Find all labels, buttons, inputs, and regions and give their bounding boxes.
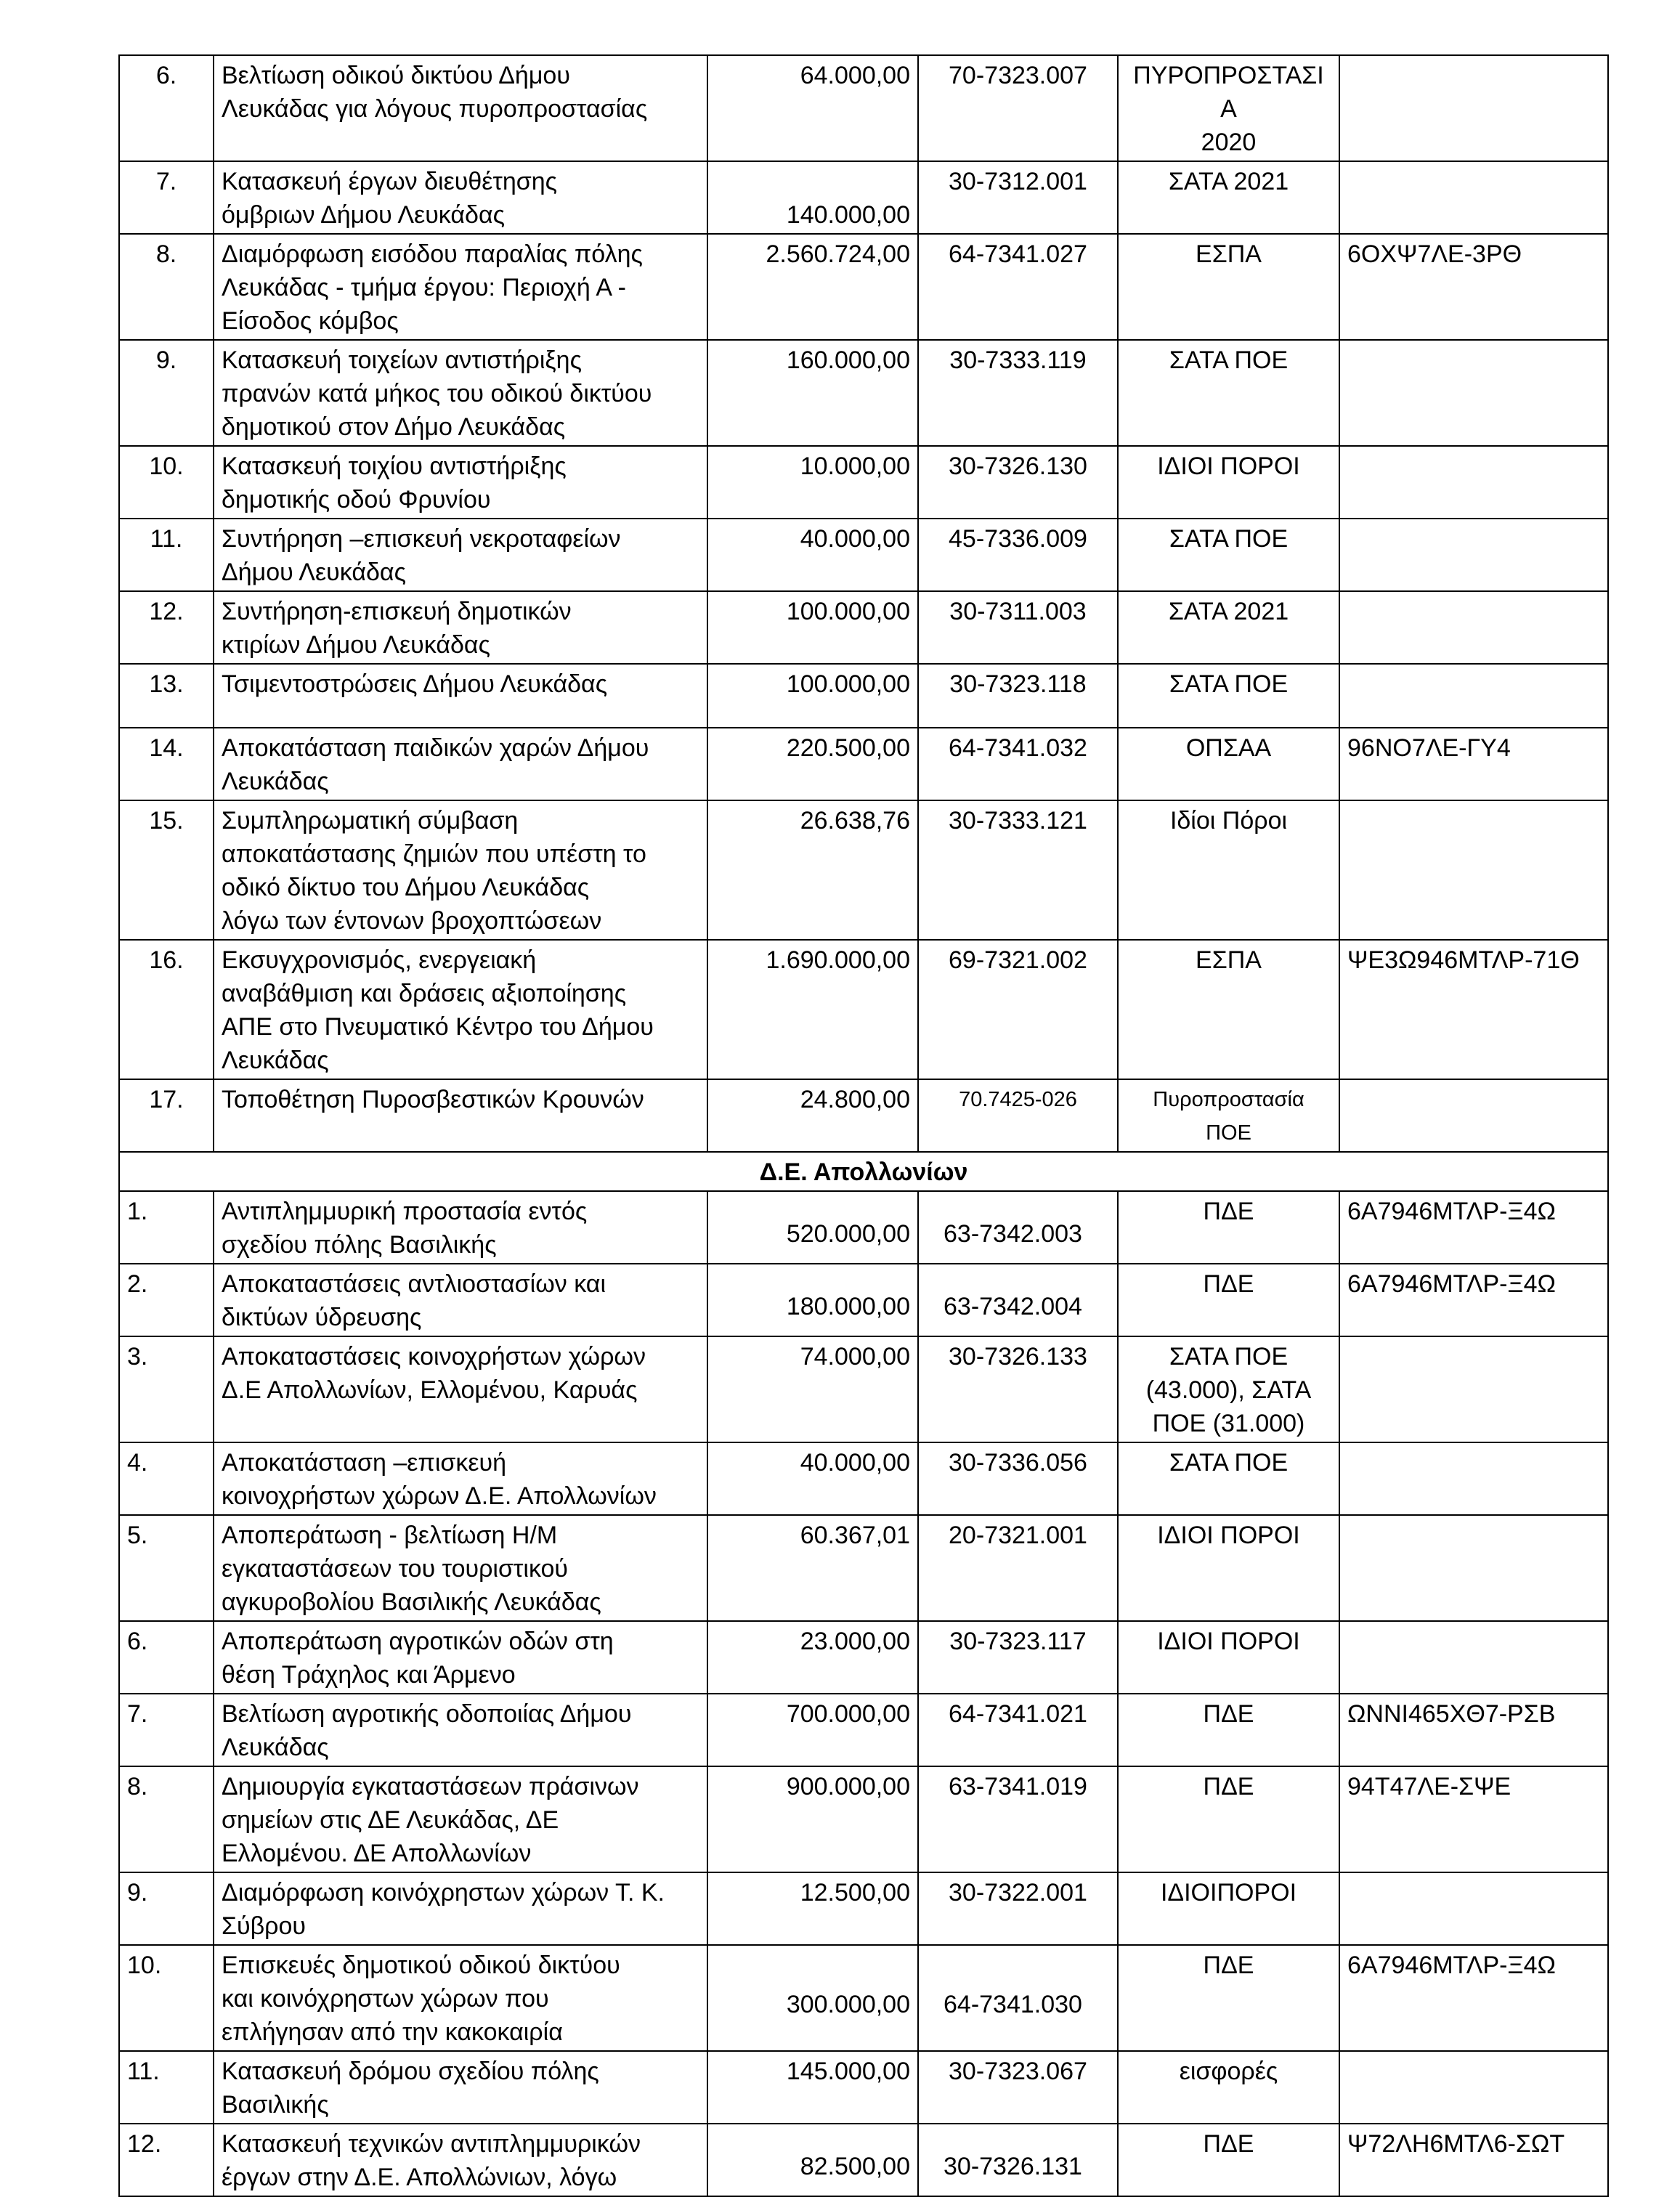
project-title <box>214 1264 707 1336</box>
funding-source-line: ΠΔΕ <box>1203 1952 1254 1979</box>
ada-code <box>1339 1515 1608 1621</box>
budget-code: 63-7342.003 <box>918 1191 1118 1264</box>
funding-source <box>1118 591 1339 664</box>
amount-cell <box>707 446 918 519</box>
amount-cell <box>707 1336 918 1442</box>
ada-code <box>1339 1336 1608 1442</box>
table-row <box>119 1191 1608 1264</box>
funding-source-line: Πυροπροστασία <box>1153 1088 1304 1111</box>
project-title-line: Αποκαταστάσεις αντλιοστασίων και <box>222 1270 606 1298</box>
amount-cell <box>707 1515 918 1621</box>
ada-code: 6ΟΧΨ7ΛΕ-3ΡΘ <box>1339 234 1608 340</box>
project-title-line: Διαμόρφωση εισόδου παραλίας πόλης <box>222 240 643 268</box>
project-title-line: Αποκατάσταση –επισκευή <box>222 1449 507 1477</box>
project-title-line: Είσοδος κόμβος <box>222 307 399 335</box>
funding-source-line: ΙΔΙΟΙΠΟΡΟΙ <box>1160 1879 1297 1906</box>
ada-code <box>1339 161 1608 234</box>
ada-code <box>1339 55 1608 161</box>
row-number: 12. <box>119 2124 214 2196</box>
funding-source <box>1118 664 1339 728</box>
ada-code <box>1339 519 1608 591</box>
project-title-line: Δ.Ε Απολλωνίων, Ελλομένου, Καρυάς <box>222 1376 638 1404</box>
funding-source-line: ΣΑΤΑ ΠΟΕ <box>1169 346 1289 374</box>
funding-source <box>1118 1336 1339 1442</box>
budget-code: 63-7342.004 <box>918 1264 1118 1336</box>
row-number: 3. <box>119 1336 214 1442</box>
table-row <box>119 2124 1608 2196</box>
ada-code <box>1339 446 1608 519</box>
funding-source <box>1118 1191 1339 1264</box>
funding-source <box>1118 800 1339 940</box>
budget-code: 30-7326.133 <box>918 1336 1118 1442</box>
project-title-line: Κατασκευή τεχνικών αντιπλημμυρικών <box>222 2130 641 2158</box>
row-number: 9. <box>119 1872 214 1945</box>
row-number: 12. <box>119 591 214 664</box>
funding-source-line: ΣΑΤΑ ΠΟΕ <box>1169 670 1289 698</box>
funding-source-line: ΙΔΙΟΙ ΠΟΡΟΙ <box>1157 1628 1300 1655</box>
row-number: 5. <box>119 1515 214 1621</box>
funding-source <box>1118 1264 1339 1336</box>
project-title <box>214 340 707 446</box>
budget-code: 30-7323.067 <box>918 2051 1118 2124</box>
table-row <box>119 340 1608 446</box>
amount-value: 64.000,00 <box>800 62 910 89</box>
project-title-line: εγκαταστάσεων του τουριστικού <box>222 1555 569 1583</box>
funding-source <box>1118 1442 1339 1515</box>
row-number: 8. <box>119 234 214 340</box>
table-row <box>119 664 1608 728</box>
project-title <box>214 1766 707 1872</box>
amount-cell <box>707 1442 918 1515</box>
project-title-line: επλήγησαν από την κακοκαιρία <box>222 2018 563 2046</box>
project-title-line: Σύβρου <box>222 1912 307 1940</box>
funding-source <box>1118 940 1339 1079</box>
amount-cell <box>707 1079 918 1152</box>
funding-source-line: εισφορές <box>1179 2058 1278 2085</box>
funding-source-line: ΙΔΙΟΙ ΠΟΡΟΙ <box>1157 452 1300 480</box>
project-title-line: Λευκάδας - τμήμα έργου: Περιοχή Α - <box>222 274 626 301</box>
ada-code: ΨΕ3Ω946ΜΤΛΡ-71Θ <box>1339 940 1608 1079</box>
budget-code: 30-7311.003 <box>918 591 1118 664</box>
project-title <box>214 446 707 519</box>
funding-source-line: ΠΟΕ <box>1206 1121 1251 1145</box>
amount-value: 220.500,00 <box>786 734 910 762</box>
row-number: 10. <box>119 446 214 519</box>
project-title-line: Συμπληρωματική σύμβαση <box>222 807 519 834</box>
table-row <box>119 1442 1608 1515</box>
row-number: 8. <box>119 1766 214 1872</box>
amount-value: 26.638,76 <box>800 807 910 834</box>
ada-code <box>1339 1621 1608 1694</box>
project-title-line: ΑΠΕ στο Πνευματικό Κέντρο του Δήμου <box>222 1013 654 1041</box>
funding-source-line: ΣΑΤΑ ΠΟΕ <box>1169 1343 1289 1370</box>
budget-code: 69-7321.002 <box>918 940 1118 1079</box>
amount-cell <box>707 519 918 591</box>
ada-code <box>1339 1079 1608 1152</box>
project-title-line: κοινοχρήστων χώρων Δ.Ε. Απολλωνίων <box>222 1482 657 1510</box>
ada-code <box>1339 1442 1608 1515</box>
amount-cell <box>707 161 918 234</box>
project-title-line: πρανών κατά μήκος του οδικού δικτύου <box>222 380 652 407</box>
funding-source-line: ΣΑΤΑ 2021 <box>1168 168 1289 195</box>
row-number: 6. <box>119 1621 214 1694</box>
amount-value: 160.000,00 <box>786 346 910 374</box>
project-title-line: αναβάθμιση και δράσεις αξιοποίησης <box>222 980 627 1007</box>
project-title-line: Βελτίωση οδικού δικτύου Δήμου <box>222 62 570 89</box>
amount-value: 2.560.724,00 <box>766 240 910 268</box>
amount-cell <box>707 1945 918 2051</box>
project-title <box>214 800 707 940</box>
project-title <box>214 1079 707 1152</box>
amount-cell <box>707 2124 918 2196</box>
row-number: 9. <box>119 340 214 446</box>
amount-value: 140.000,00 <box>786 201 910 229</box>
amount-cell <box>707 2051 918 2124</box>
section-row <box>119 1152 1608 1191</box>
section-header-body <box>119 1152 1608 1191</box>
funding-source <box>1118 2124 1339 2196</box>
project-title-line: Συντήρηση –επισκευή νεκροταφείων <box>222 525 621 553</box>
amount-cell <box>707 1694 918 1766</box>
ada-code: ΩΝΝΙ465ΧΘ7-ΡΣΒ <box>1339 1694 1608 1766</box>
table-row <box>119 234 1608 340</box>
row-number: 6. <box>119 55 214 161</box>
budget-code: 30-7322.001 <box>918 1872 1118 1945</box>
project-title-line: Λευκάδας <box>222 768 329 795</box>
funding-source-line: ΠΔΕ <box>1203 1270 1254 1298</box>
amount-cell <box>707 800 918 940</box>
amount-value: 700.000,00 <box>786 1700 910 1728</box>
project-title-line: Αποπεράτωση αγροτικών οδών στη <box>222 1628 614 1655</box>
budget-code: 64-7341.030 <box>918 1945 1118 2051</box>
amount-value: 24.800,00 <box>800 1086 910 1113</box>
ada-code: 96ΝΟ7ΛΕ-ΓΥ4 <box>1339 728 1608 800</box>
project-title-line: λόγω των έντονων βροχοπτώσεων <box>222 907 602 935</box>
project-title-line: δημοτικού στον Δήμο Λευκάδας <box>222 413 566 441</box>
amount-value: 100.000,00 <box>786 598 910 625</box>
amount-cell <box>707 1264 918 1336</box>
row-number: 7. <box>119 161 214 234</box>
table-row <box>119 1872 1608 1945</box>
ada-code: 6Α7946ΜΤΛΡ-Ξ4Ω <box>1339 1191 1608 1264</box>
project-title-line: Αποπεράτωση - βελτίωση Η/Μ <box>222 1522 558 1549</box>
amount-value: 900.000,00 <box>786 1773 910 1800</box>
table-row <box>119 1264 1608 1336</box>
amount-value: 74.000,00 <box>800 1343 910 1370</box>
project-title <box>214 1442 707 1515</box>
project-title-line: κτιρίων Δήμου Λευκάδας <box>222 631 490 659</box>
budget-code: 20-7321.001 <box>918 1515 1118 1621</box>
budget-code: 30-7333.121 <box>918 800 1118 940</box>
funding-source <box>1118 1872 1339 1945</box>
table-row <box>119 591 1608 664</box>
table-body-apollonion <box>119 1191 1608 2196</box>
amount-cell <box>707 340 918 446</box>
project-title <box>214 940 707 1079</box>
amount-value: 12.500,00 <box>800 1879 910 1906</box>
funding-source-line: ΠΔΕ <box>1203 1773 1254 1800</box>
amount-value: 60.367,01 <box>800 1522 910 1549</box>
budget-code: 30-7326.130 <box>918 446 1118 519</box>
project-title-line: Εκσυγχρονισμός, ενεργειακή <box>222 946 537 974</box>
amount-value: 82.500,00 <box>800 2153 910 2180</box>
amount-cell <box>707 940 918 1079</box>
row-number: 11. <box>119 519 214 591</box>
project-title <box>214 1945 707 2051</box>
project-title-line: σημείων στις ΔΕ Λευκάδας, ΔΕ <box>222 1806 559 1834</box>
funding-source <box>1118 728 1339 800</box>
project-title-line: όμβριων Δήμου Λευκάδας <box>222 201 506 229</box>
funding-source-line: ΣΑΤΑ 2021 <box>1168 598 1289 625</box>
budget-code: 30-7312.001 <box>918 161 1118 234</box>
budget-code: 30-7336.056 <box>918 1442 1118 1515</box>
ada-code <box>1339 2051 1608 2124</box>
funding-source-line: ΠΔΕ <box>1203 1198 1254 1225</box>
amount-cell <box>707 234 918 340</box>
amount-cell <box>707 1621 918 1694</box>
project-title <box>214 664 707 728</box>
table-row <box>119 55 1608 161</box>
funding-source <box>1118 1079 1339 1152</box>
project-title <box>214 1336 707 1442</box>
funding-source <box>1118 1945 1339 2051</box>
funding-source <box>1118 1694 1339 1766</box>
project-title <box>214 1515 707 1621</box>
ada-code: 6Α7946ΜΤΛΡ-Ξ4Ω <box>1339 1945 1608 2051</box>
funding-source <box>1118 161 1339 234</box>
project-title-line: Ελλομένου. ΔΕ Απολλωνίων <box>222 1840 532 1867</box>
amount-value: 40.000,00 <box>800 1449 910 1477</box>
row-number: 10. <box>119 1945 214 2051</box>
row-number: 13. <box>119 664 214 728</box>
project-title <box>214 728 707 800</box>
project-title <box>214 591 707 664</box>
funding-source-line: ΙΔΙΟΙ ΠΟΡΟΙ <box>1157 1522 1300 1549</box>
budget-code: 63-7341.019 <box>918 1766 1118 1872</box>
project-title-line: αποκατάστασης ζημιών που υπέστη το <box>222 840 646 868</box>
section-title: Δ.Ε. Απολλωνίων <box>119 1152 1608 1191</box>
budget-code: 30-7323.117 <box>918 1621 1118 1694</box>
amount-value: 145.000,00 <box>786 2058 910 2085</box>
table-row <box>119 446 1608 519</box>
amount-value: 1.690.000,00 <box>766 946 910 974</box>
project-title <box>214 1191 707 1264</box>
amount-value: 23.000,00 <box>800 1628 910 1655</box>
project-title-line: Τσιμεντοστρώσεις Δήμου Λευκάδας <box>222 670 608 698</box>
table-row <box>119 1945 1608 2051</box>
table-row <box>119 800 1608 940</box>
row-number: 1. <box>119 1191 214 1264</box>
project-title-line: Συντήρηση-επισκευή δημοτικών <box>222 598 572 625</box>
project-title-line: Βελτίωση αγροτικής οδοποιίας Δήμου <box>222 1700 632 1728</box>
project-title-line: Διαμόρφωση κοινόχρηστων χώρων Τ. Κ. <box>222 1879 665 1906</box>
funding-source-line: 2020 <box>1201 129 1257 156</box>
project-title <box>214 1694 707 1766</box>
funding-source <box>1118 1515 1339 1621</box>
budget-code: 64-7341.021 <box>918 1694 1118 1766</box>
funding-source-line: ΠΔΕ <box>1203 1700 1254 1728</box>
table-row <box>119 519 1608 591</box>
project-title-line: έργων στην Δ.Ε. Απολλώνιων, λόγω <box>222 2164 617 2191</box>
table-row <box>119 1621 1608 1694</box>
project-title-line: Κατασκευή έργων διευθέτησης <box>222 168 558 195</box>
amount-cell <box>707 1872 918 1945</box>
project-title-line: Λευκάδας <box>222 1047 329 1074</box>
project-title <box>214 234 707 340</box>
funding-source <box>1118 446 1339 519</box>
budget-code: 64-7341.027 <box>918 234 1118 340</box>
row-number: 16. <box>119 940 214 1079</box>
ada-code <box>1339 1872 1608 1945</box>
table-row <box>119 1336 1608 1442</box>
project-title-line: Κατασκευή τοιχίου αντιστήριξης <box>222 452 567 480</box>
funding-source-line: ΣΑΤΑ ΠΟΕ <box>1169 525 1289 553</box>
funding-source <box>1118 1766 1339 1872</box>
amount-value: 100.000,00 <box>786 670 910 698</box>
project-title <box>214 1621 707 1694</box>
project-title <box>214 2051 707 2124</box>
budget-code: 30-7333.119 <box>918 340 1118 446</box>
amount-cell <box>707 728 918 800</box>
project-title-line: αγκυροβολίου Βασιλικής Λευκάδας <box>222 1588 601 1616</box>
funding-source <box>1118 519 1339 591</box>
row-number: 7. <box>119 1694 214 1766</box>
row-number: 15. <box>119 800 214 940</box>
project-title-line: Δήμου Λευκάδας <box>222 559 406 586</box>
project-title-line: Αποκατάσταση παιδικών χαρών Δήμου <box>222 734 649 762</box>
row-number: 4. <box>119 1442 214 1515</box>
row-number: 2. <box>119 1264 214 1336</box>
amount-value: 520.000,00 <box>786 1220 910 1248</box>
project-title <box>214 519 707 591</box>
budget-code: 45-7336.009 <box>918 519 1118 591</box>
ada-code: 6Α7946ΜΤΛΡ-Ξ4Ω <box>1339 1264 1608 1336</box>
project-title-line: Δημιουργία εγκαταστάσεων πράσινων <box>222 1773 639 1800</box>
projects-table <box>118 54 1609 2197</box>
funding-source-line: (43.000), ΣΑΤΑ <box>1145 1376 1312 1404</box>
budget-code: 70.7425-026 <box>918 1079 1118 1152</box>
row-number: 17. <box>119 1079 214 1152</box>
amount-value: 300.000,00 <box>786 1991 910 2018</box>
table-row <box>119 1766 1608 1872</box>
funding-source-line: ΟΠΣΑΑ <box>1185 734 1272 762</box>
project-title-line: Κατασκευή τοιχείων αντιστήριξης <box>222 346 582 374</box>
amount-cell <box>707 664 918 728</box>
amount-value: 10.000,00 <box>800 452 910 480</box>
ada-code <box>1339 591 1608 664</box>
table-row <box>119 2051 1608 2124</box>
funding-source-line: ΕΣΠΑ <box>1196 946 1262 974</box>
funding-source <box>1118 55 1339 161</box>
project-title-line: Τοποθέτηση Πυροσβεστικών Κρουνών <box>222 1086 644 1113</box>
row-number: 11. <box>119 2051 214 2124</box>
project-title-line: δημοτικής οδού Φρυνίου <box>222 486 491 513</box>
project-title-line: Αποκαταστάσεις κοινοχρήστων χώρων <box>222 1343 646 1370</box>
project-title-line: και κοινόχρηστων χώρων που <box>222 1985 549 2013</box>
project-title-line: Βασιλικής <box>222 2091 329 2119</box>
amount-cell <box>707 591 918 664</box>
amount-cell <box>707 1191 918 1264</box>
project-title-line: Λευκάδας για λόγους πυροπροστασίας <box>222 95 648 123</box>
project-title-line: Επισκευές δημοτικού οδικού δικτύου <box>222 1952 620 1979</box>
project-title-line: Αντιπλημμυρική προστασία εντός <box>222 1198 588 1225</box>
funding-source-line: ΠΥΡΟΠΡΟΣΤΑΣΙΑ <box>1133 62 1324 123</box>
project-title-line: Λευκάδας <box>222 1734 329 1761</box>
project-title-line: σχεδίου πόλης Βασιλικής <box>222 1231 497 1259</box>
project-title <box>214 2124 707 2196</box>
funding-source-line: Ιδίοι Πόροι <box>1169 807 1288 834</box>
amount-value: 40.000,00 <box>800 525 910 553</box>
amount-cell <box>707 1766 918 1872</box>
project-title-line: θέση Τράχηλος και Άρμενο <box>222 1661 516 1689</box>
ada-code: Ψ72ΛΗ6ΜΤΛ6-ΣΩΤ <box>1339 2124 1608 2196</box>
ada-code <box>1339 664 1608 728</box>
funding-source <box>1118 2051 1339 2124</box>
ada-code <box>1339 800 1608 940</box>
funding-source-line: ΠΟΕ (31.000) <box>1152 1410 1305 1437</box>
project-title-line: Κατασκευή δρόμου σχεδίου πόλης <box>222 2058 599 2085</box>
project-title <box>214 161 707 234</box>
row-number: 14. <box>119 728 214 800</box>
budget-code: 30-7323.118 <box>918 664 1118 728</box>
funding-source <box>1118 234 1339 340</box>
ada-code: 94Τ47ΛΕ-ΣΨΕ <box>1339 1766 1608 1872</box>
amount-cell <box>707 55 918 161</box>
funding-source <box>1118 340 1339 446</box>
project-title-line: οδικό δίκτυο του Δήμου Λευκάδας <box>222 874 590 901</box>
table-row <box>119 1515 1608 1621</box>
budget-code: 70-7323.007 <box>918 55 1118 161</box>
amount-value: 180.000,00 <box>786 1293 910 1320</box>
funding-source-line: ΠΔΕ <box>1203 2130 1254 2158</box>
table-row <box>119 1694 1608 1766</box>
budget-code: 64-7341.032 <box>918 728 1118 800</box>
funding-source <box>1118 1621 1339 1694</box>
ada-code <box>1339 340 1608 446</box>
funding-source-line: ΣΑΤΑ ΠΟΕ <box>1169 1449 1289 1477</box>
project-title <box>214 1872 707 1945</box>
budget-code: 30-7326.131 <box>918 2124 1118 2196</box>
table-row <box>119 940 1608 1079</box>
project-title <box>214 55 707 161</box>
table-row <box>119 1079 1608 1152</box>
project-title-line: δικτύων ύδρευσης <box>222 1304 422 1331</box>
table-row <box>119 161 1608 234</box>
table-row <box>119 728 1608 800</box>
table-body-lefkada <box>119 55 1608 1152</box>
funding-source-line: ΕΣΠΑ <box>1196 240 1262 268</box>
